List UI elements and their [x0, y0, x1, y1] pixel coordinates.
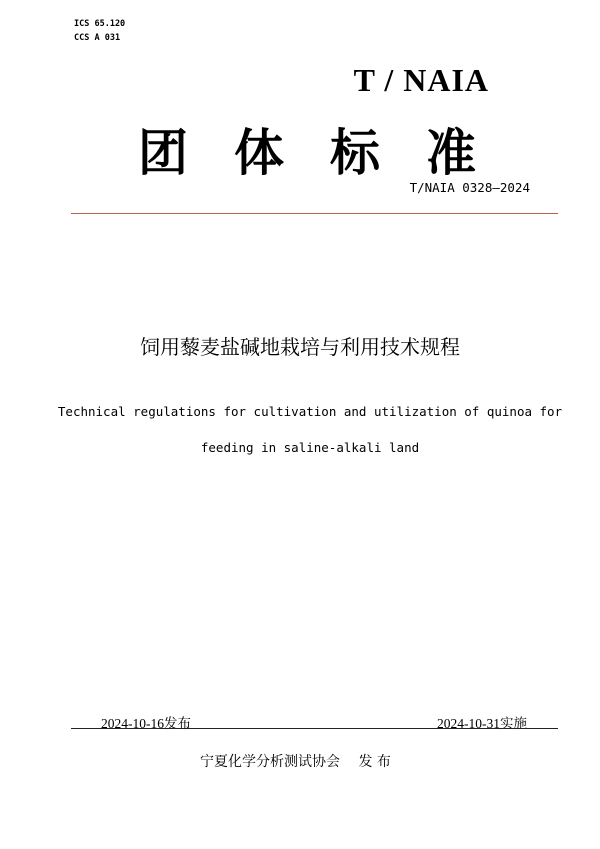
implementation-date: 2024-10-31实施 — [437, 716, 527, 731]
chinese-title: 饲用藜麦盐碱地栽培与利用技术规程 — [140, 335, 460, 359]
header-divider — [71, 213, 558, 214]
standard-type-heading: 团体标准 — [138, 124, 522, 182]
english-title-line-1: Technical regulations for cultivation and utilization of quinoa for — [57, 404, 563, 419]
issue-date: 2024-10-16发布 — [101, 716, 191, 731]
organization-code: T / NAIA — [353, 62, 489, 98]
publisher: 宁夏化学分析测试协会 发 布 — [200, 754, 391, 770]
ccs-code: CCS A 031 — [74, 33, 121, 43]
ics-code: ICS 65.120 — [74, 19, 126, 29]
footer-divider — [71, 728, 558, 729]
classification-codes — [74, 17, 125, 45]
english-title-line-2: feeding in saline-alkali land — [200, 440, 420, 455]
standard-number: T/NAIA 0328—2024 — [409, 180, 530, 195]
